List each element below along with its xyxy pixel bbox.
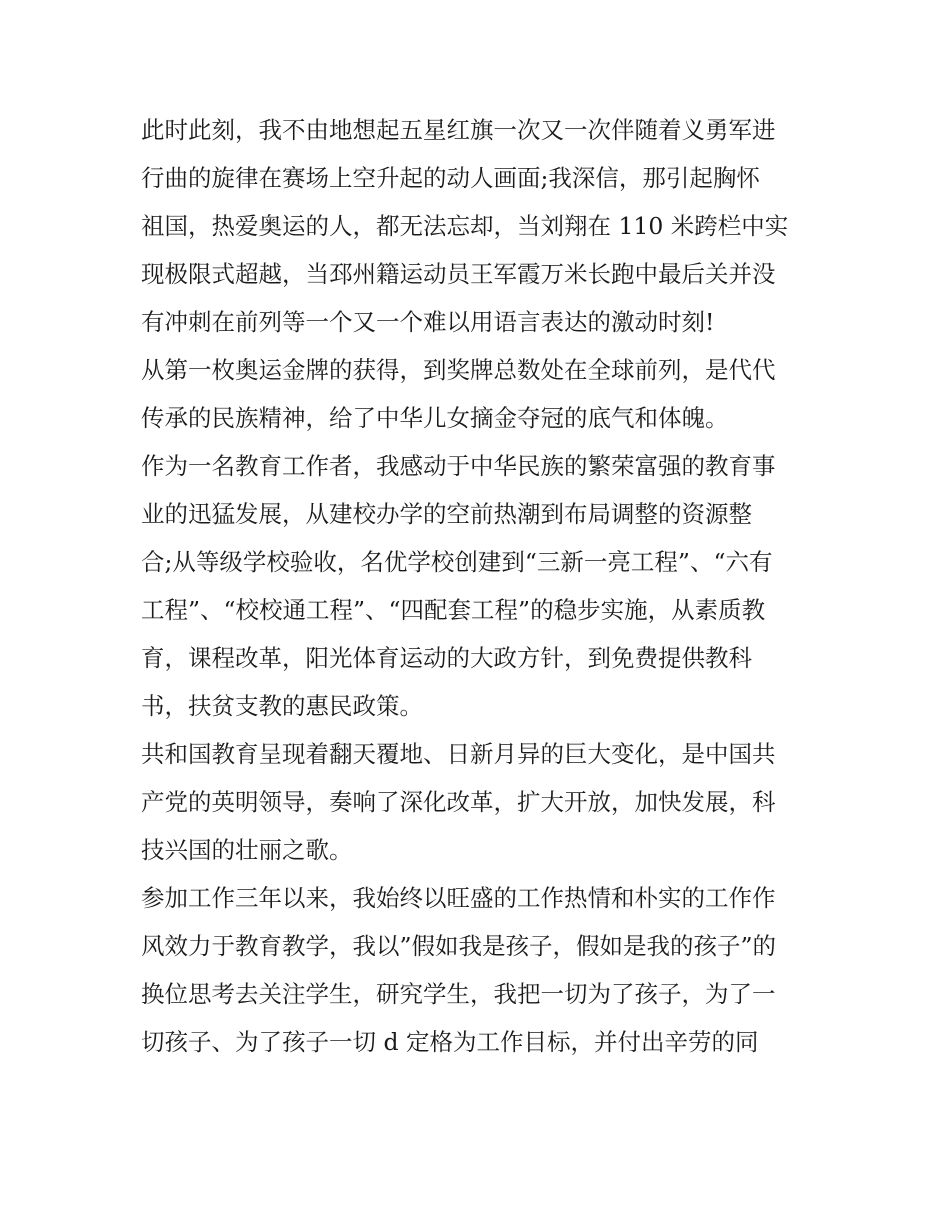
text-line-5: 有冲刺在前列等一个又一个难以用语言表达的激动时刻! [141, 308, 715, 336]
text-line-15: 产党的英明领导，奏响了深化改革，扩大开放，加快发展，科 [141, 788, 776, 816]
text-line-16: 技兴国的壮丽之歌。 [141, 836, 353, 864]
text-line-6: 从第一枚奥运金牌的获得，到奖牌总数处在全球前列，是代代 [141, 356, 776, 384]
text-line-4: 现极限式超越，当邳州籍运动员王军霞万米长跑中最后关并没 [141, 260, 776, 288]
text-line-7: 传承的民族精神，给了中华儿女摘金夺冠的底气和体魄。 [141, 404, 729, 432]
text-line-2: 行曲的旋律在赛场上空升起的动人画面;我深信，那引起胸怀 [141, 164, 760, 192]
text-line-18: 风效力于教育教学，我以”假如我是孩子，假如是我的孩子”的 [141, 932, 777, 960]
text-line-3: 祖国，热爱奥运的人，都无法忘却，当刘翔在 110 米跨栏中实 [141, 212, 789, 240]
text-line-12: 育，课程改革，阳光体育运动的大政方针，到免费提供教科 [141, 644, 752, 672]
text-line-8: 作为一名教育工作者，我感动于中华民族的繁荣富强的教育事 [141, 452, 776, 480]
text-line-20: 切孩子、为了孩子一切 d 定格为工作目标，并付出辛劳的同 [141, 1028, 759, 1056]
text-line-1: 此时此刻，我不由地想起五星红旗一次又一次伴随着义勇军进 [141, 116, 776, 144]
text-line-17: 参加工作三年以来，我始终以旺盛的工作热情和朴实的工作作 [141, 884, 776, 912]
text-line-9: 业的迅猛发展，从建校办学的空前热潮到布局调整的资源整 [141, 500, 752, 528]
text-line-10: 合;从等级学校验收，名优学校创建到“三新一亮工程”、“六有 [141, 548, 773, 576]
text-line-14: 共和国教育呈现着翻天覆地、日新月异的巨大变化，是中国共 [141, 740, 776, 768]
text-line-19: 换位思考去关注学生，研究学生，我把一切为了孩子，为了一 [141, 980, 776, 1008]
text-line-13: 书，扶贫支教的惠民政策。 [141, 692, 423, 720]
text-line-11: 工程”、“校校通工程”、“四配套工程”的稳步实施，从素质教 [141, 596, 766, 624]
